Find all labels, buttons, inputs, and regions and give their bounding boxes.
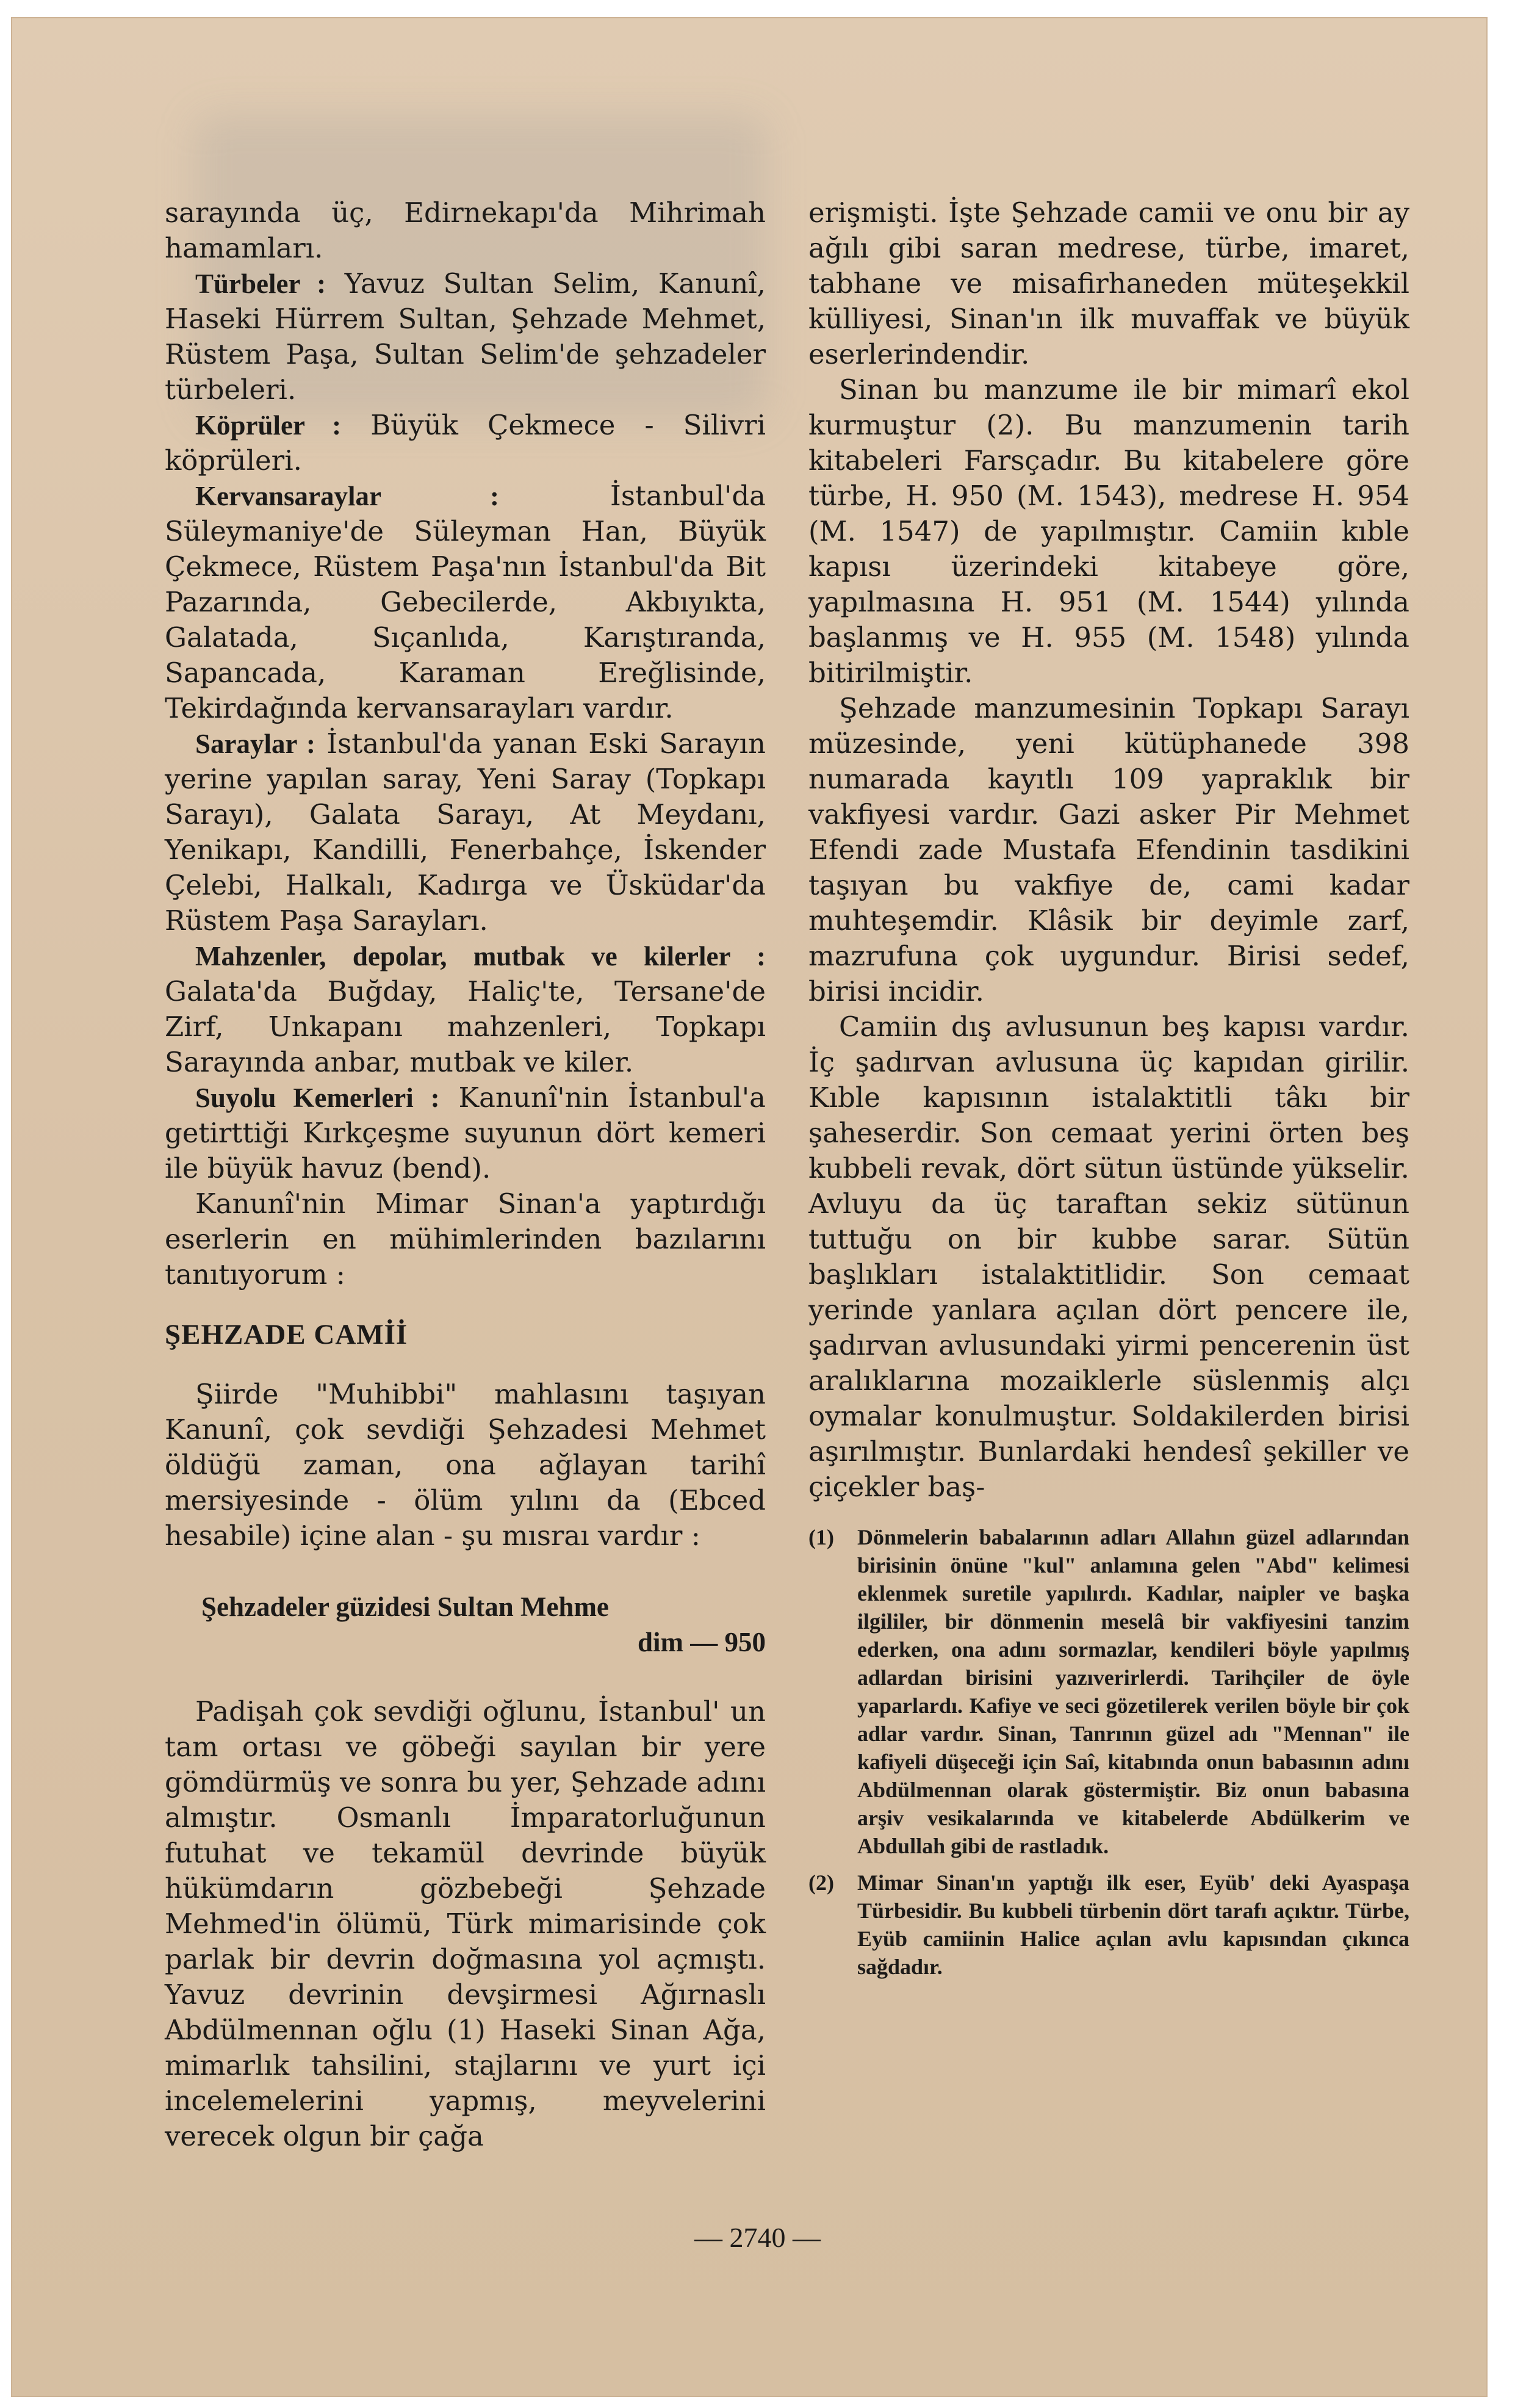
footnote-1-number: (1): [808, 1525, 834, 1549]
footnote-2-number: (2): [808, 1870, 834, 1895]
left-paragraph-mahzenler: Mahzenler, depolar, mutbak ve kilerler : Galata'da Buğday, Haliç'te, Tersane'de Zirf, Unkapanı mahzenleri, Topkapı Sarayında anbar, mutbak ve kiler.: [165, 941, 766, 1078]
right-paragraph-2: Sinan bu manzume ile bir mimarî ekol kurmuştur (2). Bu manzumenin tarih kitabeleri Farsçadır. Bu kitabelere göre türbe, H. 950 (M. 1543), medrese H. 954 (M. 1547) de yapılmıştır. Camiin kıble kapısı üzerindeki kitabeye göre, yapılmasına H. 951 (M. 1544) yılında başlanmış ve H. 955 (M. 1548) yılında bitirilmiştir.: [808, 373, 1409, 689]
left-paragraph-padisah: Padişah çok sevdiği oğlunu, İstanbul' un tam ortası ve göbeği sayılan bir yere gömdürmüş ve sonra bu yer, Şehzade adını almıştır. Osmanlı İmparatorluğunun futuhat ve tekamül devrinde büyük hükümdarın gözbebeği Şehzade Mehmed'in ölümü, Türk mimarisinde çok parlak bir devrin doğmasına yol açmıştı. Yavuz devrinin devşirmesi Ağırnaslı Abdülmennan oğlu (1) Haseki Sinan Ağa, mimarlık tahsilini, stajlarını ve yurt içi incelemelerini yapmış, meyvelerini verecek olgun bir çağa: [165, 1695, 766, 2152]
right-paragraph-3: Şehzade manzumesinin Topkapı Sarayı müzesinde, yeni kütüphanede 398 numarada kayıtlı 109 yapraklık bir vakfiyesi vardır. Gazi asker Pir Mehmet Efendi zade Mustafa Efendinin tasdikini taşıyan bu vakfiye de, cami kadar muhteşemdir. Klâsik bir deyimle zarf, mazrufuna çok uygundur. Birisi sedef, birisi incidir.: [808, 692, 1409, 1008]
left-paragraph-saraylar: Saraylar : İstanbul'da yanan Eski Sarayın yerine yapılan saray, Yeni Saray (Topkapı Sarayı), Galata Sarayı, At Meydanı, Yenikapı, Kandilli, Fenerbahçe, İskender Çelebi, Halkalı, Kadırga ve Üsküdar'da Rüstem Paşa Sarayları.: [165, 727, 766, 937]
verse-line-2: dim — 950: [637, 1627, 766, 1657]
left-paragraph-turbeler: Türbeler : Yavuz Sultan Selim, Kanunî, Haseki Hürrem Sultan, Şehzade Mehmet, Rüstem Paşa, Sultan Selim'de şehzadeler türbeleri.: [165, 267, 766, 406]
footnotes: [808, 1523, 1409, 1981]
left-paragraph-suyolu: Suyolu Kemerleri : Kanunî'nin İstanbul'a getirttiği Kırkçeşme suyunun dört kemeri ile büyük havuz (bend).: [165, 1081, 766, 1184]
right-paragraph-4: Camiin dış avlusunun beş kapısı vardır. İç şadırvan avlusuna üç kapıdan girilir. Kıble kapısının istalaktitli tâkı bir şaheserdir. Son cemaat yerini örten beş kubbeli revak, dört sütun üstünde yükselir. Avluyu da üç taraftan sekiz sütünun tuttuğu on bir kubbe sarar. Sütün başlıkları istalaktitlidir. Son cemaat yerinde yanlara açılan dört pencere ile, şadırvan avlusundaki yirmi pencerenin üst aralıklarına mozaiklerle süslenmiş alçı oymalar konulmuştur. Soldakilerden birisi aşırılmıştır. Bunlardaki hendesî şekiller ve çiçekler baş-: [808, 1011, 1409, 1503]
footnote-1-text: Dönmelerin babalarının adları Allahın güzel adlarından birisinin önüne "kul" anlamına gelen "Abd" kelimesi eklenmek suretile yapılırdı. Kadılar, naipler ve başka ilgililer, bir dönmenin meselâ bir vakfiyesini tanzim ederken, ona adını sormazlar, kendileri böyle yapılmış adlardan birisini yazıverirlerdi. Tarihçiler de öyle yaparlardı. Kafiye ve seci gözetilerek verilen böyle bir çok adlar vardır. Sinan, Tanrının güzel adı "Mennan" ile kafiyeli düşeceği için Saî, kitabında onun babasının adını Abdülmennan olarak göstermiştir. Biz onun babasına arşiv vesikalarında ve kitabelerde Abdülkerim ve Abdullah gibi de rastladık.: [857, 1525, 1409, 1858]
footnote-2-text: Mimar Sinan'ın yaptığı ilk eser, Eyüb' deki Ayaspaşa Türbesidir. Bu kubbeli türbenin dört tarafı açıktır. Türbe, Eyüb camiinin Halice açılan avlu kapısından çıkınca sağdadır.: [857, 1870, 1409, 1979]
footnote-2: [808, 1869, 1409, 1981]
left-paragraph-intro: Kanunî'nin Mimar Sinan'a yaptırdığı eserlerin en mühimlerinden bazılarını tanıtıyorum :: [165, 1188, 766, 1291]
footnote-1: [808, 1523, 1409, 1860]
page-number: — 2740 —: [694, 2222, 821, 2253]
left-paragraph-1: sarayında üç, Edirnekapı'da Mihrimah hamamları.: [165, 196, 766, 264]
left-paragraph-kervansaraylar: Kervansaraylar : İstanbul'da Süleymaniye'de Süleyman Han, Büyük Çekmece, Rüstem Paşa'nın İstanbul'da Bit Pazarında, Gebecilerde, Akbıyıkta, Galatada, Sıçanlıda, Karıştıranda, Sapancada, Karaman Ereğlisinde, Tekirdağında kervansarayları vardır.: [165, 480, 766, 724]
left-paragraph-kopruler: Köprüler : Büyük Çekmece - Silivri köprüleri.: [165, 409, 766, 477]
left-column: [165, 195, 766, 2154]
right-paragraph-1: erişmişti. İşte Şehzade camii ve onu bir ay ağılı gibi saran medrese, türbe, imaret, tabhane ve misafirhaneden müteşekkil külliyesi, Sinan'ın ilk muvaffak ve büyük eserlerindendir.: [808, 196, 1409, 370]
section-title: ŞEHZADE CAMİİ: [165, 1319, 408, 1350]
verse-line-1: Şehzadeler güzidesi Sultan Mehme: [201, 1592, 609, 1622]
left-paragraph-siirde: Şiirde "Muhibbi" mahlasını taşıyan Kanunî, çok sevdiği Şehzadesi Mehmet öldüğü zaman, ona ağlayan tarihî mersiyesinde - ölüm yılını da (Ebced hesabile) içine alan - şu mısraı vardır :: [165, 1378, 766, 1552]
right-column: [808, 195, 1409, 1989]
